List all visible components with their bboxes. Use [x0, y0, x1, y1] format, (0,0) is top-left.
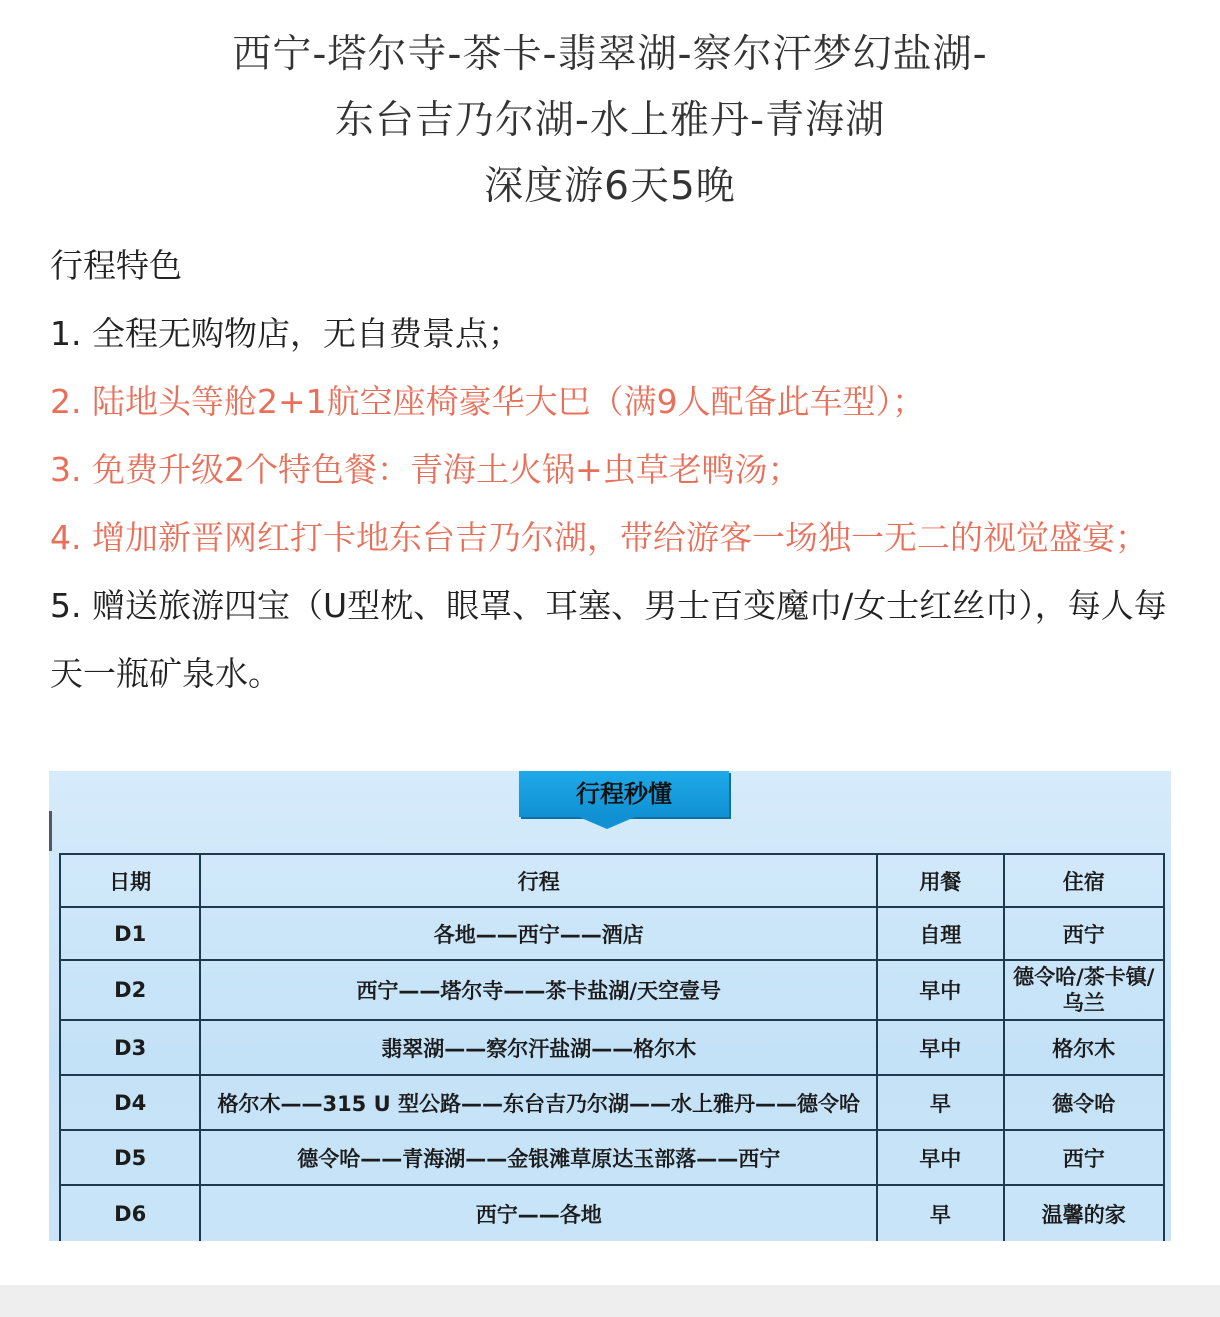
edge-mark: [49, 811, 52, 851]
table-row: [60, 1075, 1164, 1130]
features-section: [50, 232, 1175, 708]
itinerary-banner: 行程秒懂: [519, 771, 729, 817]
title-line-2: 东台吉乃尔湖-水上雅丹-青海湖: [334, 98, 886, 143]
table-header-row: [60, 854, 1164, 907]
feature-item-4: 4. 增加新晋网红打卡地东台吉乃尔湖，带给游客一场独一无二的视觉盛宴；: [50, 518, 1148, 557]
table-row: [60, 1130, 1164, 1185]
cell-day: D2: [60, 960, 200, 1020]
cell-route: 德令哈——青海湖——金银滩草原达玉部落——西宁: [200, 1130, 877, 1185]
itinerary-table: [59, 853, 1165, 1241]
table-row: [60, 960, 1164, 1020]
bottom-bar: [0, 1285, 1220, 1317]
table-row: [60, 1185, 1164, 1241]
cell-route: 西宁——各地: [200, 1185, 877, 1241]
header-stay: 住宿: [1004, 854, 1164, 907]
cell-route: 翡翠湖——察尔汗盐湖——格尔木: [200, 1020, 877, 1075]
features-heading: 行程特色: [50, 246, 182, 285]
cell-route: 各地——西宁——酒店: [200, 907, 877, 960]
cell-stay: 德令哈/茶卡镇/乌兰: [1004, 960, 1164, 1020]
cell-meal: 早中: [877, 960, 1003, 1020]
title-line-1: 西宁-塔尔寺-茶卡-翡翠湖-察尔汗梦幻盐湖-: [232, 32, 988, 77]
cell-meal: 早: [877, 1075, 1003, 1130]
cell-meal: 自理: [877, 907, 1003, 960]
cell-meal: 早: [877, 1185, 1003, 1241]
cell-day: D6: [60, 1185, 200, 1241]
header-meal: 用餐: [877, 854, 1003, 907]
feature-item-1: 1. 全程无购物店，无自费景点；: [50, 314, 521, 353]
cell-stay: 德令哈: [1004, 1075, 1164, 1130]
cell-stay: 西宁: [1004, 1130, 1164, 1185]
cell-stay: 格尔木: [1004, 1020, 1164, 1075]
title-line-3: 深度游6天5晚: [484, 164, 736, 209]
cell-meal: 早中: [877, 1130, 1003, 1185]
cell-meal: 早中: [877, 1020, 1003, 1075]
cell-route: 格尔木——315 U 型公路——东台吉乃尔湖——水上雅丹——德令哈: [200, 1075, 877, 1130]
cell-stay: 温馨的家: [1004, 1185, 1164, 1241]
header-route: 行程: [200, 854, 877, 907]
table-row: [60, 1020, 1164, 1075]
cell-day: D1: [60, 907, 200, 960]
feature-item-2: 2. 陆地头等舱2+1航空座椅豪华大巴（满9人配备此车型）；: [50, 382, 926, 421]
cell-stay: 西宁: [1004, 907, 1164, 960]
header-day: 日期: [60, 854, 200, 907]
cell-route: 西宁——塔尔寺——茶卡盐湖/天空壹号: [200, 960, 877, 1020]
banner-pointer: [579, 817, 635, 829]
cell-day: D4: [60, 1075, 200, 1130]
feature-item-3: 3. 免费升级2个特色餐：青海土火锅+虫草老鸭汤；: [50, 450, 801, 489]
table-row: [60, 907, 1164, 960]
cell-day: D3: [60, 1020, 200, 1075]
cell-day: D5: [60, 1130, 200, 1185]
feature-item-5: 5. 赠送旅游四宝（U型枕、眼罩、耳塞、男士百变魔巾/女士红丝巾），每人每天一瓶矿泉水。: [50, 586, 1167, 693]
itinerary-table-image[interactable]: [49, 771, 1171, 1241]
article-title: [0, 22, 1220, 220]
